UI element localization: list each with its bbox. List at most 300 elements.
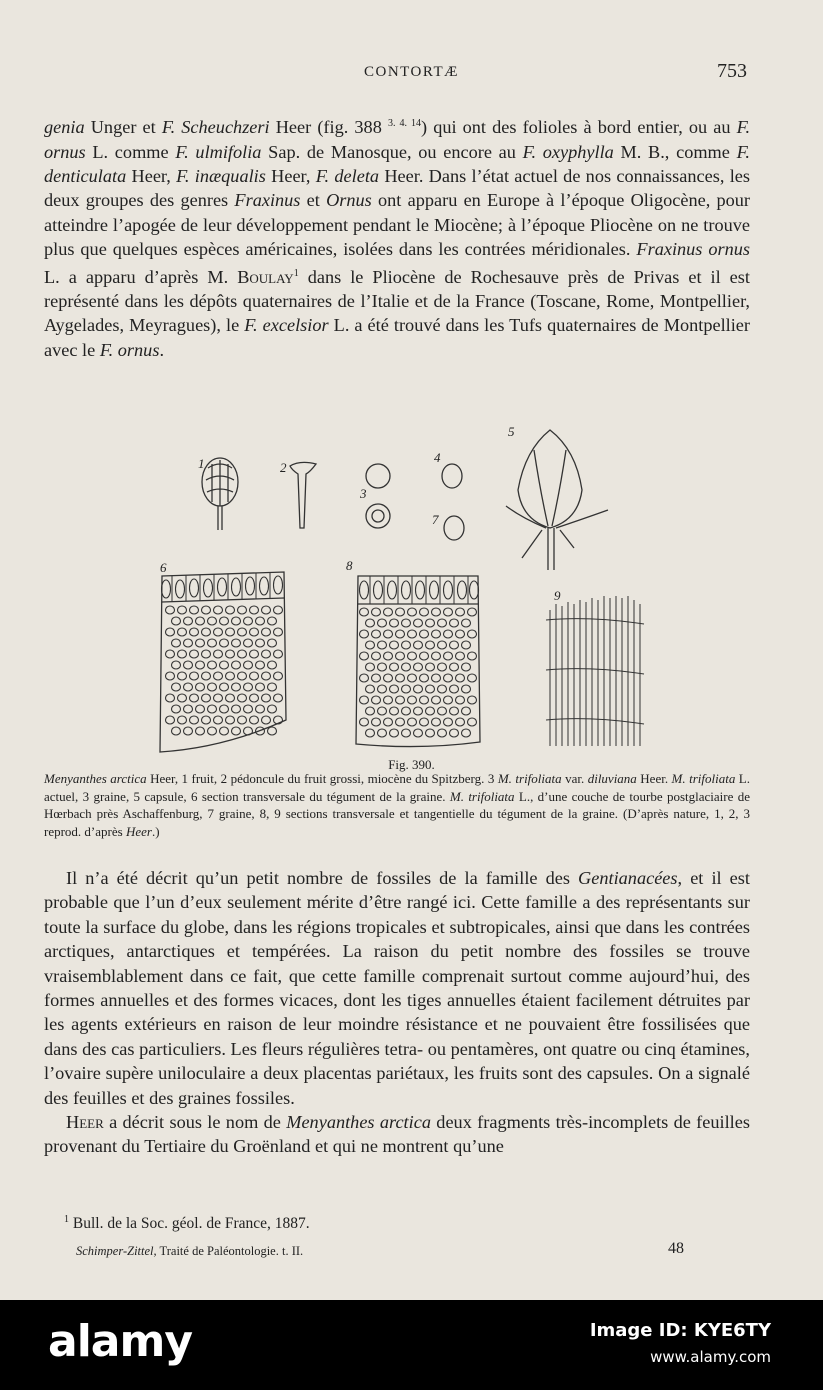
cell bbox=[268, 683, 277, 691]
cell bbox=[456, 630, 465, 638]
cell bbox=[432, 718, 441, 726]
text-run: Heer, bbox=[126, 165, 177, 186]
cell bbox=[438, 729, 447, 737]
text-run: F. ulmifolia bbox=[175, 141, 262, 162]
cell bbox=[390, 641, 399, 649]
panel-number-5: 5 bbox=[508, 424, 515, 439]
cell bbox=[444, 581, 453, 599]
cell bbox=[172, 727, 181, 735]
cell bbox=[238, 672, 247, 680]
cell bbox=[456, 674, 465, 682]
cell bbox=[420, 630, 429, 638]
cell bbox=[396, 652, 405, 660]
cell bbox=[470, 581, 479, 599]
cell bbox=[184, 683, 193, 691]
cell bbox=[238, 628, 247, 636]
text-run: diluviana bbox=[587, 771, 637, 786]
cell bbox=[172, 639, 181, 647]
cell bbox=[226, 672, 235, 680]
cell bbox=[462, 663, 471, 671]
cell bbox=[274, 672, 283, 680]
cell bbox=[202, 672, 211, 680]
cell bbox=[444, 630, 453, 638]
cell bbox=[190, 628, 199, 636]
seed-drawings bbox=[366, 464, 464, 540]
paragraph-2 bbox=[44, 866, 750, 1110]
text-run: Heer bbox=[66, 1112, 104, 1133]
cell bbox=[166, 672, 175, 680]
cell bbox=[178, 694, 187, 702]
cell bbox=[166, 650, 175, 658]
cell bbox=[178, 606, 187, 614]
cell bbox=[378, 641, 387, 649]
text-run: dans le Pliocène de Rochesauve près de Privas et il est représenté dans les dépôts quaternaires de l’Italie et de la France (Toscane, Rome, Montpellier, Aygelades, Meyragues), le bbox=[44, 266, 750, 336]
cell bbox=[190, 579, 199, 597]
cell bbox=[426, 663, 435, 671]
cell bbox=[214, 606, 223, 614]
text-run: Fraxinus ornus bbox=[636, 239, 751, 260]
cell bbox=[450, 685, 459, 693]
text-run: .) bbox=[151, 823, 160, 839]
cell bbox=[232, 683, 241, 691]
panel-number-3: 3 bbox=[360, 486, 367, 501]
cell bbox=[250, 716, 259, 724]
cell bbox=[262, 650, 271, 658]
text-run: Ornus bbox=[326, 190, 372, 211]
text-run: deux fragments très-incomplets de feuilles provenant du Tertiaire du Groënland et qui ne montrent qu’une bbox=[44, 1112, 750, 1157]
cell bbox=[378, 707, 387, 715]
footnote-mark: 1 bbox=[64, 1214, 69, 1225]
cell bbox=[208, 705, 217, 713]
cell bbox=[408, 718, 417, 726]
cell bbox=[402, 729, 411, 737]
cell bbox=[238, 716, 247, 724]
cell bbox=[384, 674, 393, 682]
cell bbox=[250, 606, 259, 614]
cell bbox=[456, 652, 465, 660]
cell bbox=[226, 650, 235, 658]
text-run: L. a apparu d’après M. bbox=[44, 266, 238, 287]
cell bbox=[214, 628, 223, 636]
panel-number-1: 1 bbox=[198, 456, 205, 471]
cell bbox=[450, 663, 459, 671]
cell bbox=[274, 576, 283, 594]
fruit-drawing bbox=[202, 458, 238, 530]
cell bbox=[420, 652, 429, 660]
cell bbox=[420, 674, 429, 682]
cell bbox=[184, 617, 193, 625]
cell bbox=[366, 619, 375, 627]
cell bbox=[268, 617, 277, 625]
cell bbox=[268, 705, 277, 713]
cell bbox=[274, 650, 283, 658]
watermark-url: www.alamy.com bbox=[650, 1348, 771, 1366]
cell bbox=[232, 578, 241, 596]
cell bbox=[444, 696, 453, 704]
cell bbox=[396, 608, 405, 616]
figure-illustration bbox=[150, 420, 670, 760]
cell bbox=[196, 683, 205, 691]
cell bbox=[226, 606, 235, 614]
cell bbox=[196, 639, 205, 647]
cell bbox=[244, 639, 253, 647]
cell bbox=[262, 716, 271, 724]
cell bbox=[426, 707, 435, 715]
cell bbox=[190, 716, 199, 724]
text-run: 1 bbox=[293, 267, 299, 279]
cell bbox=[372, 652, 381, 660]
cell bbox=[202, 606, 211, 614]
cell bbox=[178, 628, 187, 636]
figure-caption bbox=[44, 770, 750, 840]
text-run: Unger et bbox=[84, 117, 162, 138]
cell bbox=[202, 694, 211, 702]
cell bbox=[468, 630, 477, 638]
panel-number-4: 4 bbox=[434, 450, 441, 465]
cell bbox=[208, 661, 217, 669]
cell bbox=[402, 641, 411, 649]
panel-number-9: 9 bbox=[554, 588, 561, 603]
cell bbox=[220, 639, 229, 647]
cell bbox=[184, 661, 193, 669]
cell bbox=[244, 705, 253, 713]
text-run: ont apparu en Europe à l’époque Oligocène, pour atteindre l’apogée de leur développement pendant le Miocène; à l’époque Pliocène on ne trouve plus que quelques espèces américaines, isolées dans les contrées méridionales. bbox=[44, 190, 751, 260]
cell bbox=[256, 661, 265, 669]
cell bbox=[360, 674, 369, 682]
cell bbox=[202, 716, 211, 724]
cell bbox=[196, 705, 205, 713]
cell bbox=[208, 727, 217, 735]
cell bbox=[208, 617, 217, 625]
cell bbox=[468, 652, 477, 660]
text-run: F. oxyphylla bbox=[522, 141, 614, 162]
cell bbox=[456, 718, 465, 726]
cell bbox=[172, 661, 181, 669]
cell bbox=[438, 619, 447, 627]
cell bbox=[262, 672, 271, 680]
cell bbox=[190, 650, 199, 658]
text-run: Menyanthes arctica bbox=[286, 1112, 431, 1133]
cell bbox=[430, 581, 439, 599]
cell bbox=[396, 718, 405, 726]
cell bbox=[238, 650, 247, 658]
cell bbox=[426, 619, 435, 627]
watermark-image-id: Image ID: KYE6TY bbox=[589, 1320, 771, 1341]
cell bbox=[438, 707, 447, 715]
cell bbox=[184, 705, 193, 713]
cell bbox=[432, 608, 441, 616]
cell bbox=[408, 652, 417, 660]
cell bbox=[366, 663, 375, 671]
cell bbox=[256, 639, 265, 647]
cell bbox=[444, 652, 453, 660]
cell bbox=[238, 694, 247, 702]
cell bbox=[462, 685, 471, 693]
cell bbox=[208, 639, 217, 647]
cell bbox=[438, 663, 447, 671]
cell bbox=[178, 716, 187, 724]
cell bbox=[196, 727, 205, 735]
cell bbox=[468, 718, 477, 726]
cell bbox=[432, 630, 441, 638]
capsule-drawing bbox=[506, 430, 608, 570]
text-run: genia bbox=[44, 117, 85, 138]
cell bbox=[372, 674, 381, 682]
cell bbox=[414, 663, 423, 671]
cell bbox=[450, 729, 459, 737]
cell bbox=[378, 619, 387, 627]
text-run: 3. 4. 14 bbox=[387, 118, 421, 129]
peduncle-drawing bbox=[290, 462, 316, 528]
cell bbox=[456, 696, 465, 704]
figure-390 bbox=[150, 420, 670, 760]
cell bbox=[414, 619, 423, 627]
cell bbox=[176, 580, 185, 598]
text-run: a décrit sous le nom de bbox=[103, 1112, 287, 1133]
cell bbox=[208, 683, 217, 691]
cell bbox=[444, 674, 453, 682]
cell bbox=[468, 608, 477, 616]
cell bbox=[462, 707, 471, 715]
text-run: ) qui ont des folioles à bord entier, ou au bbox=[421, 117, 737, 138]
text-run: F. Scheuchzeri bbox=[161, 117, 270, 138]
cell bbox=[218, 578, 227, 596]
panel-number-6: 6 bbox=[160, 560, 167, 575]
section-9-drawing bbox=[546, 596, 644, 746]
cell bbox=[244, 661, 253, 669]
cell bbox=[388, 581, 397, 599]
cell bbox=[172, 683, 181, 691]
text-run: L. actuel, 3 graine, 5 capsule, 6 section transversale du tégument de la graine. bbox=[44, 771, 750, 804]
cell bbox=[250, 694, 259, 702]
text-run: Gentianacées bbox=[578, 868, 678, 888]
cell bbox=[244, 727, 253, 735]
cell bbox=[214, 672, 223, 680]
cell bbox=[250, 650, 259, 658]
text-run: Fraxinus bbox=[234, 190, 301, 211]
cell bbox=[172, 705, 181, 713]
cell bbox=[456, 608, 465, 616]
cell bbox=[384, 608, 393, 616]
paragraph-1 bbox=[44, 112, 750, 362]
cell bbox=[402, 685, 411, 693]
cell bbox=[274, 716, 283, 724]
cell bbox=[366, 729, 375, 737]
text-run: Heer. bbox=[636, 771, 672, 786]
cell bbox=[444, 718, 453, 726]
cell bbox=[416, 581, 425, 599]
cell bbox=[390, 619, 399, 627]
cell bbox=[414, 707, 423, 715]
text-run: Heer, bbox=[265, 165, 316, 186]
cell bbox=[220, 705, 229, 713]
footer-title: Traité de Paléontologie. t. II. bbox=[156, 1244, 304, 1258]
cell bbox=[360, 581, 369, 599]
cell bbox=[438, 641, 447, 649]
cell bbox=[190, 694, 199, 702]
cell bbox=[408, 608, 417, 616]
cell bbox=[360, 652, 369, 660]
text-run: M. trifoliata bbox=[449, 788, 515, 804]
cell bbox=[408, 630, 417, 638]
paragraph-3 bbox=[44, 1110, 750, 1159]
cell bbox=[232, 661, 241, 669]
cell bbox=[420, 696, 429, 704]
cell bbox=[268, 727, 277, 735]
cell bbox=[274, 694, 283, 702]
cell bbox=[204, 579, 213, 597]
cell bbox=[366, 641, 375, 649]
cell bbox=[360, 718, 369, 726]
text-run: L. comme bbox=[85, 141, 176, 162]
cell bbox=[166, 606, 175, 614]
cell bbox=[462, 619, 471, 627]
text-run: , et il est probable que l’un d’eux seulement mérite d’être rangé ici. Cette famille a des représentants sur toute la surface du globe, dans les régions tropicales et subtropicales, ainsi que dans les contrées arctiques, antarctiques et tempérées. La raison du petit nombre des fossiles se trouve vraisemblablement dans ce fait, que cette famille comprenait surtout comme aujourd’hui, des formes annuelles et des formes vicaces, dont les tiges annuelles étaient facilement détruites par les agents extérieurs en raison de leur moindre résistance et ne pouvaient être fossilisées que dans des cas particuliers. Les fleurs régulières tetra- ou pentamères, ont quatre ou cinq étamines, l’ovaire supère uniloculaire a deux placentas pariétaux, les fruits sont des capsules. On a signalé des feuilles et des graines fossiles. bbox=[44, 868, 750, 1108]
running-header: CONTORTÆ bbox=[364, 64, 459, 80]
cell bbox=[438, 685, 447, 693]
cell bbox=[372, 608, 381, 616]
cell bbox=[374, 581, 383, 599]
cell bbox=[202, 650, 211, 658]
cell bbox=[250, 672, 259, 680]
signature-mark: 48 bbox=[668, 1240, 684, 1257]
cell bbox=[450, 619, 459, 627]
cell bbox=[384, 696, 393, 704]
cell bbox=[360, 608, 369, 616]
cell bbox=[372, 630, 381, 638]
cell bbox=[220, 661, 229, 669]
cell bbox=[390, 663, 399, 671]
text-run: F. ornus bbox=[99, 339, 160, 360]
cell bbox=[378, 729, 387, 737]
cell bbox=[256, 683, 265, 691]
cell bbox=[396, 674, 405, 682]
text-run: Heer, 1 fruit, 2 pédoncule du fruit grossi, miocène du Spitzberg. 3 bbox=[146, 771, 498, 786]
cell bbox=[402, 619, 411, 627]
text-run: F. deleta bbox=[315, 165, 380, 186]
cell bbox=[232, 639, 241, 647]
cell bbox=[432, 674, 441, 682]
cell bbox=[414, 729, 423, 737]
cell bbox=[274, 606, 283, 614]
text-run: Menyanthes arctica bbox=[44, 771, 147, 786]
watermark-logo: alamy bbox=[48, 1316, 192, 1367]
text-run: L. a été trouvé dans les Tufs quaternaires de Montpellier avec le bbox=[44, 315, 751, 360]
cell bbox=[402, 663, 411, 671]
cell bbox=[202, 628, 211, 636]
cell bbox=[162, 580, 171, 598]
cell bbox=[166, 628, 175, 636]
text-run: M. trifoliata bbox=[497, 771, 562, 786]
cell bbox=[220, 617, 229, 625]
cell bbox=[268, 639, 277, 647]
cell bbox=[450, 707, 459, 715]
cell bbox=[360, 696, 369, 704]
text-run: Boulay bbox=[237, 266, 294, 287]
cell bbox=[384, 718, 393, 726]
figure-caption-text bbox=[44, 771, 750, 839]
cell bbox=[260, 577, 269, 595]
cell bbox=[190, 672, 199, 680]
cell bbox=[390, 685, 399, 693]
cell bbox=[172, 617, 181, 625]
figure-label: Fig. 390. bbox=[388, 757, 435, 772]
cell bbox=[408, 696, 417, 704]
cell bbox=[214, 650, 223, 658]
cell bbox=[432, 696, 441, 704]
text-run: L., d’une couche de tourbe postglaciaire de Hœrbach près Aschaffenburg, 7 graine, 8, 9 sections transversale et tangentielle du tégument de la graine. (D’après nature, 1, 2, 3 reprod. d’après bbox=[44, 788, 750, 839]
text-run: M. trifoliata bbox=[671, 771, 736, 786]
cell bbox=[414, 685, 423, 693]
cell bbox=[244, 617, 253, 625]
cell bbox=[414, 641, 423, 649]
cell bbox=[250, 628, 259, 636]
cell bbox=[378, 685, 387, 693]
cell bbox=[468, 674, 477, 682]
cell bbox=[256, 705, 265, 713]
cell bbox=[420, 718, 429, 726]
cell bbox=[178, 672, 187, 680]
cell bbox=[226, 694, 235, 702]
cell bbox=[226, 716, 235, 724]
cell bbox=[166, 694, 175, 702]
cell bbox=[232, 705, 241, 713]
text-run: Sap. de Manosque, ou encore au bbox=[261, 141, 523, 162]
cell bbox=[420, 608, 429, 616]
footnote-text: Bull. de la Soc. géol. de France, 1887. bbox=[69, 1215, 310, 1233]
cell bbox=[426, 685, 435, 693]
text-run: Heer bbox=[125, 823, 152, 839]
cell bbox=[384, 652, 393, 660]
panel-number-8: 8 bbox=[346, 558, 353, 573]
text-run: F. denticulata bbox=[44, 141, 750, 186]
cell bbox=[262, 606, 271, 614]
cell bbox=[372, 696, 381, 704]
cell bbox=[268, 661, 277, 669]
text-run: M. B., comme bbox=[613, 141, 737, 162]
cell bbox=[166, 716, 175, 724]
body-paragraph-1 bbox=[44, 112, 750, 362]
cell bbox=[378, 663, 387, 671]
cell bbox=[220, 727, 229, 735]
text-run: Heer. Dans l’état actuel de nos connaissances, les deux groupes des genres bbox=[44, 165, 751, 211]
panel-number-7: 7 bbox=[432, 512, 439, 527]
cell bbox=[232, 617, 241, 625]
text-run: F. ornus bbox=[44, 117, 751, 162]
footnote bbox=[64, 1214, 310, 1233]
footer-citation bbox=[76, 1244, 303, 1259]
cell bbox=[366, 685, 375, 693]
section-8-drawing bbox=[356, 576, 480, 747]
cell bbox=[246, 577, 255, 595]
cell bbox=[444, 608, 453, 616]
text-run: Il n’a été décrit qu’un petit nombre de fossiles de la famille des bbox=[66, 868, 579, 888]
cell bbox=[262, 628, 271, 636]
cell bbox=[238, 606, 247, 614]
cell bbox=[432, 652, 441, 660]
cell bbox=[366, 707, 375, 715]
cell bbox=[402, 707, 411, 715]
cell bbox=[232, 727, 241, 735]
cell bbox=[274, 628, 283, 636]
cell bbox=[426, 641, 435, 649]
cell bbox=[220, 683, 229, 691]
text-run: et bbox=[300, 190, 327, 211]
cell bbox=[390, 729, 399, 737]
cell bbox=[184, 639, 193, 647]
cell bbox=[196, 661, 205, 669]
cell bbox=[402, 581, 411, 599]
